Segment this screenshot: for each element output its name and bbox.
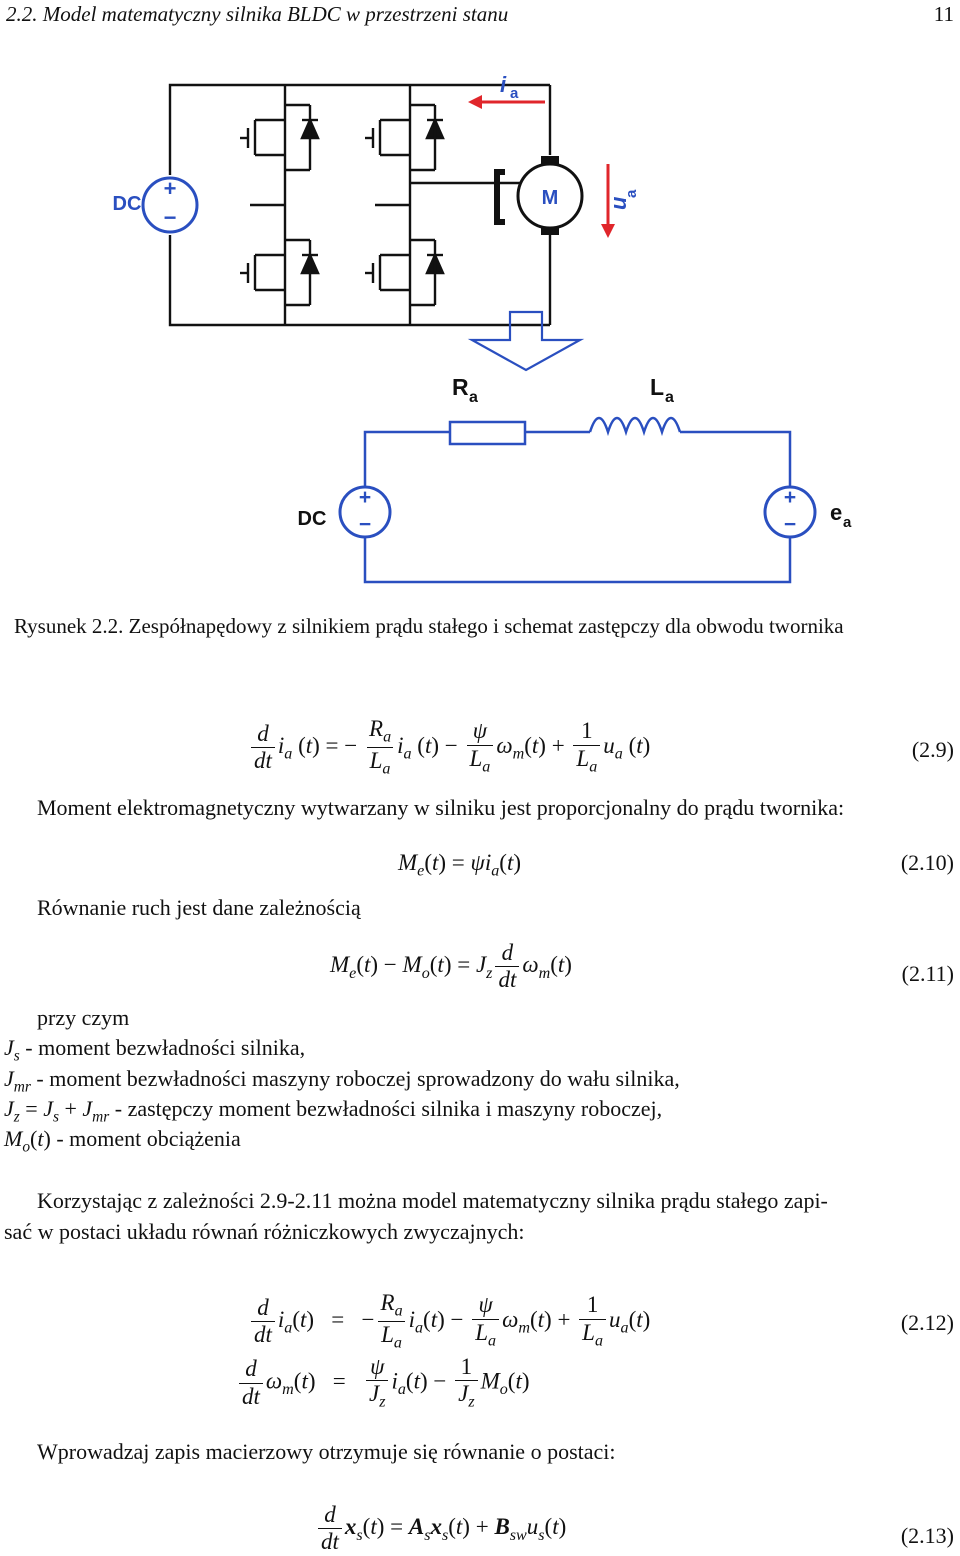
equation-2-12-line-2: $\frac{d}{dt}$ $\omega_m(t)$ = $\frac{\psi}{J_z}$ $i_a(t)$ − $\frac{1}{J_z}$ $M_o(t)$ [236, 1354, 530, 1413]
svg-text:a: a [665, 389, 674, 406]
svg-text:+: + [783, 486, 797, 509]
definition-js: $J_s$ - moment bezwładności silnika, [4, 1035, 306, 1065]
equation-number-2-10: (2.10) [900, 850, 954, 875]
circuit-figure [90, 60, 890, 595]
equivalent-circuit [365, 418, 790, 582]
igbt-switch [235, 105, 318, 185]
resistor-label [452, 374, 478, 406]
equation-number-2-11: (2.11) [901, 961, 954, 986]
dc-label-top: DC [112, 193, 142, 215]
svg-text:+: + [358, 486, 372, 509]
svg-text:−: − [358, 513, 372, 536]
voltage-arrow [601, 164, 640, 238]
svg-text:i: i [500, 72, 507, 97]
dc-source-top [113, 176, 197, 232]
paragraph-rownanie: Równanie ruch jest dane zależnością [37, 895, 361, 920]
paragraph-przy-czym: przy czym [37, 1005, 130, 1030]
transform-arrow [472, 312, 580, 370]
emf-source [765, 486, 852, 537]
svg-text:u: u [606, 196, 631, 210]
svg-text:a: a [510, 85, 519, 102]
svg-text:a: a [843, 514, 852, 531]
igbt-switch [365, 105, 443, 170]
definition-mo: $M_o(t)$ - moment obciążenia [4, 1126, 241, 1156]
motor-label: M [541, 187, 559, 209]
page-number: 11 [933, 2, 954, 26]
svg-text:L: L [650, 374, 665, 400]
igbt-switch [365, 240, 443, 305]
definition-jz: $J_z = J_s + J_{mr}$ - zastępczy moment bezwładności silnika i maszyny roboczej, [4, 1096, 663, 1126]
paragraph-korzystajac-2: sać w postaci układu równań różniczkowych zwyczajnych: [4, 1219, 525, 1244]
equation-2-10: $M_e(t) = \psi i_a(t)$ [398, 850, 521, 880]
equation-2-13: $\frac{d}{dt}$ $x_s(t) = A_sx_s(t) + B_{sw}u_s(t)$ [315, 1502, 566, 1556]
current-arrow [468, 72, 545, 109]
paragraph-korzystajac-1: Korzystając z zależności 2.9-2.11 można model matematyczny silnika prądu stałego zapi- [37, 1188, 828, 1213]
svg-text:a: a [469, 389, 478, 406]
svg-text:e: e [830, 500, 843, 525]
inductor-label [650, 374, 674, 406]
figure-caption: Rysunek 2.2. Zespółnapędowy z silnikiem prądu stałego i schemat zastępczy dla obwodu twornika [14, 614, 844, 638]
svg-text:a: a [623, 189, 640, 198]
equation-number-2-9: (2.9) [911, 737, 954, 762]
dc-label-bottom: DC [297, 508, 327, 530]
definition-jmr: $J_{mr}$ - moment bezwładności maszyny roboczej sprowadzony do wału silnika, [4, 1066, 680, 1096]
equation-number-2-13: (2.13) [900, 1523, 954, 1548]
equation-2-12-line-1: $\frac{d}{dt}$ $i_a(t)$ = − $\frac{R_a}{L_a}$ $i_a(t)$ − $\frac{\psi}{L_a}$ $\omega_m(t)$ + $\frac{1}{L_a}$ $u_a(t)$ [248, 1290, 650, 1353]
dc-source-bottom [298, 486, 390, 537]
equation-2-9: $\frac{d}{dt}$ $i_a$ (t) = − $\frac{R_a}{L_a}$ $i_a$ (t) − $\frac{\psi}{L_a}$ $\omega_m(t)$ + $\frac{1}{L_a}$ $u_a$ (t) [248, 716, 650, 779]
dc-motor [497, 156, 582, 235]
svg-text:−: − [783, 513, 797, 536]
paragraph-wprowadzaj: Wprowadzaj zapis macierzowy otrzymuje się równanie o postaci: [37, 1439, 616, 1464]
equation-2-11: $M_e(t) - M_o(t) = J_z$ $\frac{d}{dt}$ $\omega_m(t)$ [330, 940, 572, 993]
h-bridge [170, 85, 550, 325]
igbt-switch [240, 240, 318, 305]
paragraph-moment: Moment elektromagnetyczny wytwarzany w silniku jest proporcjonalny do prądu twornika: [37, 795, 845, 820]
equation-number-2-12: (2.12) [900, 1310, 954, 1335]
header-title: 2.2. Model matematyczny silnika BLDC w przestrzeni stanu [6, 2, 509, 26]
svg-text:+: + [163, 176, 177, 201]
svg-text:R: R [452, 374, 469, 400]
running-header [6, 2, 954, 27]
svg-text:−: − [163, 205, 177, 230]
